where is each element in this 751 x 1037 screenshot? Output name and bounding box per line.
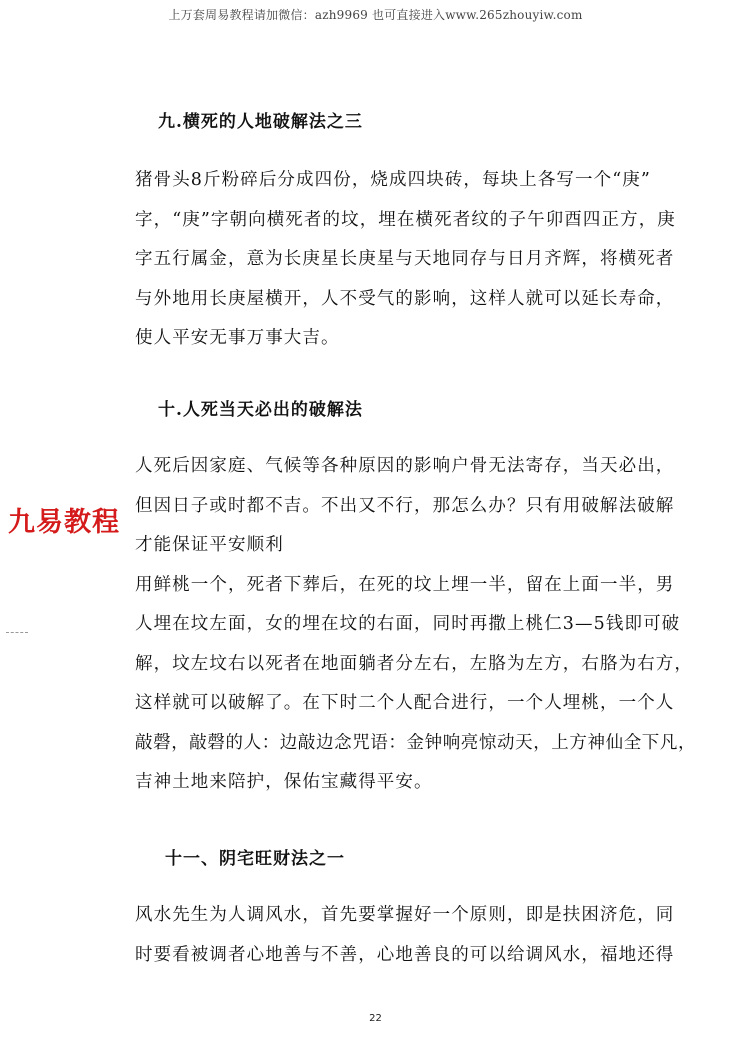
- body-line: 字五行属金，意为长庚星长庚星与天地同存与日月齐辉，将横死者: [135, 249, 675, 269]
- watermark-logo: 九易教程: [8, 507, 120, 538]
- page-header-banner: 上万套周易教程请加微信：azh9969 也可直接进入www.265zhouyiw.com: [168, 8, 583, 22]
- body-line: 敲磬，敲磬的人：边敲边念咒语：金钟响亮惊动天，上方神仙全下凡，: [135, 732, 697, 753]
- margin-mark: [6, 632, 28, 633]
- body-line: 才能保证平安顺利: [135, 535, 284, 555]
- section-heading-11: 十一、阴宅旺财法之一: [165, 849, 345, 869]
- body-line: 人死后因家庭、气候等各种原因的影响户骨无法寄存，当天必出，: [135, 456, 675, 476]
- page-number: 22: [369, 1013, 382, 1024]
- body-line: 吉神土地来陪护，保佑宝藏得平安。: [135, 772, 433, 792]
- section-11-body: [135, 896, 675, 975]
- body-line: 使人平安无事万事大吉。: [135, 328, 340, 348]
- body-line: 风水先生为人调风水，首先要掌握好一个原则，即是扶困济危，同: [135, 905, 675, 925]
- body-line: 解，坟左坟右以死者在地面躺者分左右，左胳为左方，右胳为右方，: [135, 653, 693, 674]
- body-line: 与外地用长庚屋横开，人不受气的影响，这样人就可以延长寿命，: [135, 288, 675, 309]
- body-line: 但因日子或时都不吉。不出又不行，那怎么办？只有用破解法破解: [135, 495, 675, 516]
- body-line: 时要看被调者心地善与不善，心地善良的可以给调风水，福地还得: [135, 944, 675, 965]
- body-line: 用鲜桃一个，死者下葬后，在死的坟上埋一半，留在上面一半，男: [135, 574, 675, 595]
- body-line: 字，“庚”字朝向横死者的坟，埋在横死者纹的子午卯酉四正方，庚: [135, 209, 676, 230]
- section-10-body: [135, 447, 697, 803]
- section-heading-10: 十.人死当天必出的破解法: [158, 400, 363, 420]
- body-line: 人埋在坟左面，女的埋在坟的右面，同时再撒上桃仁3—5钱即可破: [135, 614, 681, 634]
- body-line: 猪骨头8斤粉碎后分成四份，烧成四块砖，每块上各写一个“庚”: [135, 170, 651, 190]
- section-9-body: [135, 161, 676, 359]
- section-heading-9: 九.横死的人地破解法之三: [158, 112, 363, 132]
- body-line: 这样就可以破解了。在下时二个人配合进行，一个人埋桃，一个人: [135, 693, 675, 713]
